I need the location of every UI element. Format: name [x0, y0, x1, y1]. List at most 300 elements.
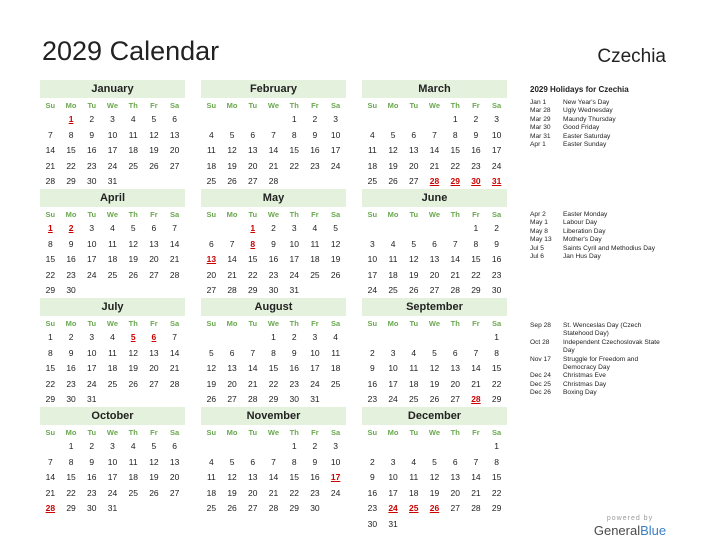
day-cell: 30 [66, 285, 76, 295]
day-cell: 18 [367, 160, 378, 171]
day-cell: 24 [330, 487, 341, 498]
day-cell: 10 [388, 472, 398, 482]
day-cell: 18 [107, 363, 118, 373]
weekday-row [201, 318, 346, 330]
day-cell: 9 [312, 456, 318, 467]
weekday-label: Mo [226, 319, 238, 328]
day-cell: 11 [367, 145, 377, 155]
day-cell: 22 [66, 487, 76, 498]
day-cell: 8 [494, 456, 499, 467]
day-cell: 27 [409, 176, 419, 186]
day-cell: 28 [450, 285, 460, 295]
day-cell: 25 [107, 378, 118, 389]
day-cell: 19 [388, 160, 398, 171]
holiday-date: Apr 2 [530, 211, 546, 218]
day-cell: 30 [87, 176, 97, 186]
empty-cell [424, 330, 445, 346]
day-cell: 20 [248, 487, 258, 498]
day-cell: 13 [409, 145, 419, 155]
day-grid [40, 112, 185, 190]
day-cell: 22 [491, 487, 502, 498]
day-cell: 28 [471, 503, 481, 513]
holiday-date: Jul 6 [530, 253, 544, 261]
holiday-name: St. Wenceslas Day (Czech Statehood Day) [563, 322, 642, 338]
day-cell: 21 [268, 160, 279, 171]
day-cell: 16 [66, 254, 76, 264]
day-cell: 2 [369, 456, 375, 467]
holiday-day: 13 [206, 254, 217, 264]
day-cell: 26 [429, 394, 440, 404]
day-cell: 10 [87, 347, 97, 358]
holiday-date: Jul 5 [530, 244, 544, 252]
holiday-name: Maundy Thursday [563, 115, 616, 123]
day-cell: 20 [149, 254, 159, 264]
weekday-label: Tu [409, 101, 419, 110]
holiday-date: May 13 [530, 236, 552, 244]
weekday-label: Th [450, 319, 460, 328]
day-cell: 16 [268, 254, 279, 264]
holiday-entry [530, 381, 665, 389]
weekday-label: Sa [170, 319, 180, 328]
weekday-label: Su [45, 428, 56, 437]
day-cell: 26 [227, 176, 237, 186]
holiday-entry [530, 245, 665, 253]
weekday-label: Th [289, 101, 299, 110]
holiday-date: Mar 31 [530, 132, 551, 140]
day-cell: 23 [310, 160, 320, 171]
holiday-entry [530, 107, 665, 115]
day-cell: 3 [89, 332, 95, 342]
day-cell: 7 [47, 456, 53, 467]
day-cell: 4 [208, 129, 214, 140]
day-cell: 24 [87, 378, 97, 389]
day-cell: 31 [388, 518, 398, 529]
weekday-label: Mo [65, 428, 77, 437]
day-cell: 21 [429, 160, 440, 171]
day-cell: 20 [450, 378, 460, 389]
empty-cell [403, 439, 424, 455]
day-cell: 15 [491, 472, 502, 482]
day-cell: 21 [268, 487, 279, 498]
weekday-label: Th [450, 210, 460, 219]
day-cell: 13 [429, 254, 440, 264]
month-september [362, 298, 507, 423]
empty-cell [362, 112, 383, 128]
day-cell: 15 [289, 472, 299, 482]
weekday-label: Th [289, 319, 299, 328]
day-cell: 24 [367, 285, 378, 295]
holiday-date: May 1 [530, 219, 548, 227]
day-cell: 12 [388, 145, 398, 155]
month-july [40, 298, 185, 408]
weekday-row [201, 427, 346, 439]
day-cell: 12 [429, 472, 440, 482]
day-cell: 10 [330, 456, 341, 467]
day-cell: 20 [149, 363, 159, 373]
weekday-label: Tu [409, 428, 419, 437]
day-cell: 21 [471, 487, 481, 498]
holiday-entry [530, 133, 665, 141]
day-cell: 20 [248, 160, 258, 171]
month-header: September [362, 298, 507, 316]
day-cell: 5 [411, 238, 417, 249]
empty-cell [222, 112, 243, 128]
day-cell: 8 [271, 347, 276, 358]
day-cell: 8 [494, 347, 499, 358]
day-cell: 9 [271, 238, 276, 249]
weekday-label: Th [128, 101, 138, 110]
day-cell: 24 [388, 394, 398, 404]
day-cell: 26 [149, 160, 159, 171]
empty-cell [383, 439, 404, 455]
day-cell: 19 [149, 145, 159, 155]
day-cell: 23 [268, 269, 279, 280]
day-cell: 31 [107, 503, 118, 513]
holiday-entry [530, 211, 665, 219]
holiday-day: 6 [151, 332, 157, 342]
month-header: December [362, 407, 507, 425]
day-cell: 23 [491, 269, 502, 280]
month-june [362, 189, 507, 299]
day-cell: 1 [47, 332, 53, 342]
day-cell: 11 [108, 347, 117, 358]
holiday-entry [530, 124, 665, 132]
day-cell: 3 [89, 223, 95, 233]
country-name: Czechia [597, 46, 666, 67]
day-cell: 6 [432, 238, 437, 249]
empty-cell [201, 439, 222, 455]
day-cell: 31 [87, 394, 97, 404]
day-cell: 1 [452, 114, 458, 124]
weekday-label: Tu [248, 428, 258, 437]
day-cell: 8 [291, 456, 297, 467]
page-title: 2029 Calendar [42, 36, 220, 66]
day-cell: 2 [312, 114, 318, 124]
day-cell: 16 [367, 487, 378, 498]
day-cell: 16 [491, 254, 502, 264]
holiday-date: Mar 28 [530, 107, 551, 115]
powered-by-text: powered by [606, 515, 654, 522]
month-header: July [40, 298, 185, 316]
holiday-day: 1 [250, 223, 256, 233]
brand-general: General [593, 523, 641, 538]
month-header: February [201, 80, 346, 98]
holiday-name: Ugly Wednesday [563, 107, 613, 115]
day-cell: 3 [390, 456, 396, 467]
weekday-row [362, 100, 507, 112]
day-cell: 10 [107, 129, 118, 140]
weekday-label: Su [367, 210, 378, 219]
day-cell: 14 [268, 472, 279, 482]
day-cell: 12 [227, 145, 237, 155]
day-cell: 23 [367, 503, 378, 513]
day-cell: 20 [227, 378, 237, 389]
holiday-day: 25 [409, 503, 419, 513]
day-cell: 18 [206, 160, 217, 171]
day-cell: 12 [149, 456, 159, 467]
weekday-label: Tu [87, 428, 97, 437]
day-cell: 14 [45, 145, 56, 155]
day-cell: 14 [169, 238, 180, 249]
day-cell: 18 [409, 378, 419, 389]
weekday-label: Fr [311, 319, 319, 328]
day-cell: 1 [494, 332, 499, 342]
day-cell: 17 [87, 254, 97, 264]
day-cell: 21 [248, 378, 258, 389]
day-cell: 27 [248, 176, 258, 186]
weekday-label: We [267, 210, 280, 219]
weekday-label: Tu [409, 210, 419, 219]
day-cell: 16 [310, 472, 320, 482]
day-cell: 11 [128, 129, 138, 140]
day-cell: 14 [248, 363, 258, 373]
empty-cell [466, 439, 487, 455]
day-cell: 6 [250, 129, 256, 140]
empty-cell [201, 330, 222, 346]
day-cell: 18 [128, 472, 138, 482]
day-cell: 7 [172, 332, 177, 342]
weekday-label: Th [128, 210, 138, 219]
day-cell: 12 [429, 363, 440, 373]
weekday-label: Mo [387, 319, 399, 328]
day-grid [362, 112, 507, 190]
day-cell: 7 [432, 129, 437, 140]
day-cell: 19 [429, 378, 440, 389]
weekday-label: Sa [170, 101, 180, 110]
day-cell: 11 [409, 363, 419, 373]
holiday-date: Apr 1 [530, 141, 546, 149]
day-cell: 29 [66, 176, 76, 186]
day-cell: 15 [45, 254, 56, 264]
weekday-label: Mo [387, 210, 399, 219]
day-cell: 15 [66, 145, 76, 155]
day-cell: 17 [107, 472, 118, 482]
month-february [201, 80, 346, 190]
day-cell: 16 [289, 363, 299, 373]
day-cell: 1 [291, 441, 297, 451]
day-cell: 14 [45, 472, 56, 482]
weekday-label: Fr [311, 428, 319, 437]
day-cell: 14 [429, 145, 440, 155]
day-cell: 29 [268, 394, 279, 404]
day-cell: 10 [388, 363, 398, 373]
weekday-label: Su [367, 101, 378, 110]
weekday-label: Th [128, 428, 138, 437]
day-cell: 25 [107, 269, 118, 280]
weekday-row [40, 318, 185, 330]
weekday-label: Th [450, 428, 460, 437]
day-cell: 20 [169, 145, 180, 155]
day-cell: 28 [268, 176, 279, 186]
day-cell: 15 [248, 254, 258, 264]
day-cell: 29 [66, 503, 76, 513]
day-cell: 22 [248, 269, 258, 280]
day-cell: 10 [87, 238, 97, 249]
empty-cell [383, 221, 404, 237]
day-cell: 1 [271, 332, 276, 342]
day-cell: 26 [149, 487, 159, 498]
weekday-label: Mo [65, 319, 77, 328]
holiday-entry [530, 356, 665, 373]
day-cell: 31 [107, 176, 118, 186]
weekday-label: Tu [409, 319, 419, 328]
day-cell: 8 [291, 129, 297, 140]
day-grid [201, 330, 346, 408]
day-cell: 20 [429, 269, 440, 280]
holiday-name: Good Friday [563, 124, 600, 132]
day-cell: 2 [494, 223, 499, 233]
day-grid [40, 330, 185, 408]
weekday-label: Th [289, 210, 299, 219]
day-cell: 18 [107, 254, 118, 264]
day-cell: 26 [388, 176, 398, 186]
month-header: August [201, 298, 346, 316]
day-cell: 4 [312, 223, 318, 233]
day-cell: 14 [450, 254, 460, 264]
day-cell: 5 [130, 223, 136, 233]
day-cell: 22 [289, 160, 299, 171]
day-cell: 23 [66, 378, 76, 389]
day-cell: 3 [494, 114, 499, 124]
month-header: May [201, 189, 346, 207]
weekday-label: Su [45, 101, 56, 110]
weekday-row [40, 100, 185, 112]
month-october [40, 407, 185, 517]
day-cell: 15 [491, 363, 502, 373]
holiday-name: Christmas Eve [563, 372, 606, 380]
day-cell: 14 [169, 347, 180, 358]
day-cell: 6 [452, 347, 458, 358]
weekday-label: Mo [387, 428, 399, 437]
holiday-day: 29 [450, 176, 460, 186]
holiday-name: Christmas Day [563, 380, 607, 388]
holiday-name: Jan Hus Day [563, 253, 601, 261]
day-cell: 28 [45, 176, 56, 186]
day-cell: 17 [491, 145, 502, 155]
empty-cell [383, 112, 404, 128]
weekday-label: Sa [331, 210, 341, 219]
day-cell: 17 [330, 145, 341, 155]
day-cell: 24 [107, 160, 118, 171]
day-cell: 4 [110, 223, 115, 233]
day-grid [362, 439, 507, 532]
weekday-label: Fr [150, 428, 158, 437]
weekday-label: Fr [311, 101, 319, 110]
day-cell: 11 [409, 472, 419, 482]
weekday-label: Sa [170, 210, 180, 219]
weekday-label: Sa [492, 428, 502, 437]
day-cell: 20 [450, 487, 460, 498]
day-cell: 12 [227, 472, 237, 482]
day-cell: 24 [107, 487, 118, 498]
month-august [201, 298, 346, 408]
day-cell: 11 [310, 238, 320, 249]
day-cell: 18 [330, 363, 341, 373]
day-cell: 4 [411, 347, 417, 358]
weekday-label: We [428, 101, 441, 110]
weekday-label: Fr [150, 319, 158, 328]
holiday-day: 30 [471, 176, 481, 186]
month-december [362, 407, 507, 532]
day-cell: 24 [310, 378, 320, 389]
day-cell: 23 [289, 378, 299, 389]
day-cell: 16 [66, 363, 76, 373]
day-cell: 7 [271, 129, 276, 140]
day-cell: 28 [169, 269, 180, 280]
day-cell: 26 [128, 269, 138, 280]
day-cell: 25 [409, 394, 419, 404]
empty-cell [201, 221, 222, 237]
empty-cell [201, 112, 222, 128]
day-cell: 25 [206, 176, 217, 186]
weekday-row [362, 427, 507, 439]
weekday-label: Mo [65, 210, 77, 219]
weekday-label: Su [206, 428, 217, 437]
day-cell: 10 [310, 347, 320, 358]
weekday-label: Sa [331, 428, 341, 437]
weekday-label: Sa [492, 319, 502, 328]
empty-cell [362, 221, 383, 237]
day-cell: 8 [452, 129, 458, 140]
day-cell: 18 [388, 269, 398, 280]
day-cell: 27 [169, 160, 180, 171]
day-grid [40, 439, 185, 517]
weekday-label: Su [206, 101, 217, 110]
day-grid [201, 112, 346, 190]
day-cell: 21 [169, 254, 180, 264]
holiday-name: Mother's Day [563, 236, 602, 244]
day-cell: 30 [87, 503, 97, 513]
weekday-label: We [106, 428, 119, 437]
holiday-name: Independent Czechoslovak State Day [563, 338, 660, 355]
weekday-label: We [267, 319, 280, 328]
day-cell: 2 [271, 223, 276, 233]
day-cell: 19 [227, 160, 237, 171]
weekday-label: We [267, 101, 280, 110]
day-cell: 7 [250, 347, 256, 358]
holiday-day: 8 [250, 238, 256, 249]
day-cell: 21 [227, 269, 237, 280]
day-cell: 15 [45, 363, 56, 373]
day-cell: 18 [310, 254, 320, 264]
holiday-name: Easter Monday [563, 211, 608, 218]
day-cell: 28 [227, 285, 237, 295]
day-cell: 13 [149, 238, 159, 249]
day-cell: 5 [151, 441, 157, 451]
day-cell: 7 [271, 456, 276, 467]
day-cell: 26 [330, 269, 341, 280]
weekday-label: Tu [248, 319, 258, 328]
day-cell: 11 [331, 347, 341, 358]
month-january [40, 80, 185, 190]
day-cell: 19 [128, 363, 138, 373]
holiday-day: 31 [491, 176, 502, 186]
holiday-day: 2 [68, 223, 74, 233]
day-cell: 22 [45, 378, 56, 389]
holiday-date: Dec 26 [530, 389, 551, 397]
weekday-row [201, 209, 346, 221]
holiday-name: Easter Saturday [563, 132, 611, 140]
day-cell: 20 [169, 472, 180, 482]
weekday-label: Mo [226, 210, 238, 219]
weekday-label: Mo [65, 101, 77, 110]
empty-cell [222, 221, 243, 237]
holiday-group [530, 211, 665, 261]
day-cell: 27 [227, 394, 237, 404]
day-cell: 22 [66, 160, 76, 171]
day-cell: 3 [333, 441, 338, 451]
day-cell: 11 [206, 145, 216, 155]
